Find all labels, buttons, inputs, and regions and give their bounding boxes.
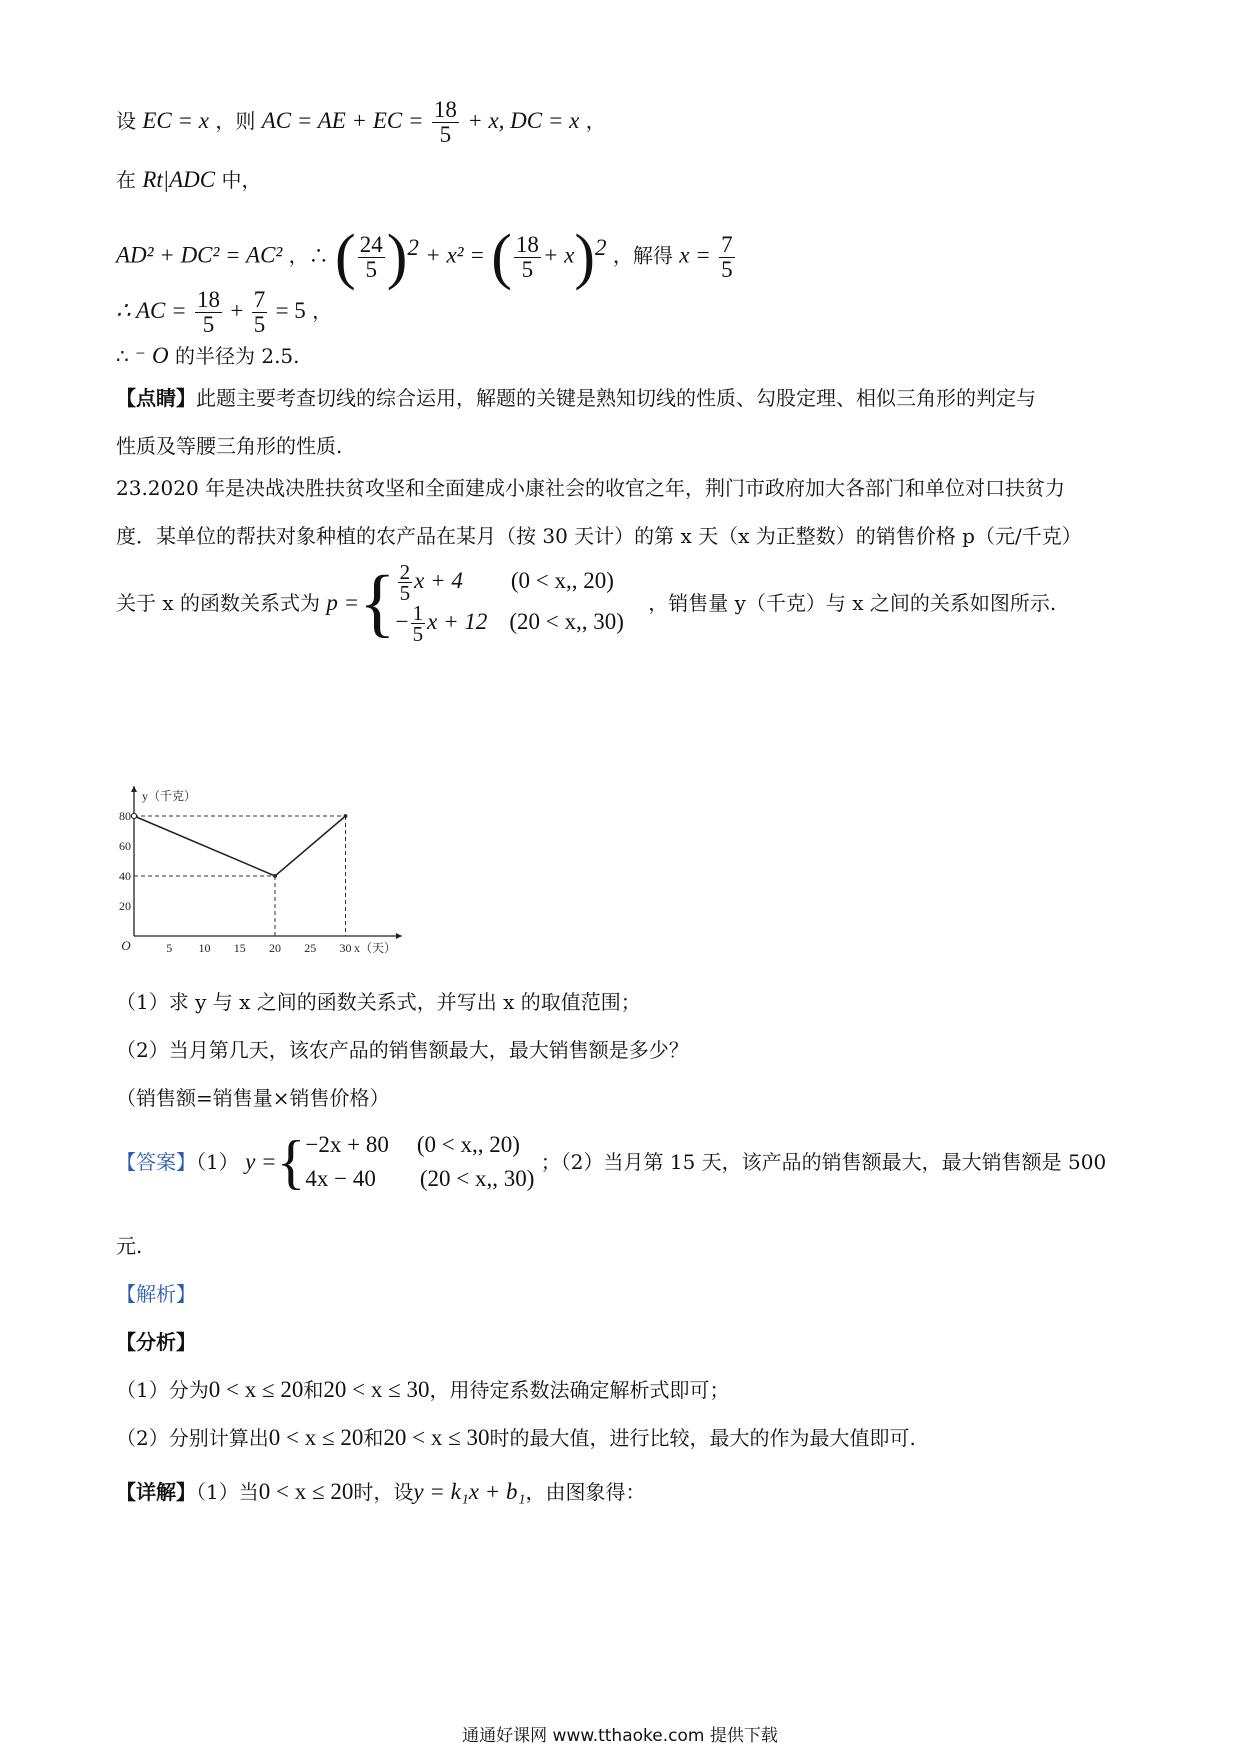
text-therefore: ，∴ (288, 243, 329, 268)
paren-close-1: ) (386, 223, 408, 291)
math-plus-x3: + x (542, 242, 575, 268)
text-function-intro: 关于 x 的函数关系式为 (116, 591, 320, 615)
text-radius-pre: ∴ ⁻ (116, 344, 152, 368)
line-radius (116, 342, 300, 370)
text-radius-post: 的半径为 2.5. (174, 344, 300, 368)
y-axis-label: y（千克） (142, 789, 197, 803)
origin-label: O (121, 938, 131, 953)
text-problem23-1: 23.2020 年是决战决胜扶贫攻坚和全面建成小康社会的收官之年，荆门市政府加大各部门和单位对口扶贫力 (116, 476, 1066, 500)
line-answer (116, 1128, 1106, 1208)
line-dianjing-1 (116, 384, 1036, 412)
paren-close-2: ) (574, 223, 596, 291)
piece-p-1: $\frac{2}{5}$ x + 4 (0 < x,, 20) (399, 560, 614, 605)
math-x-eq: x = (679, 242, 711, 268)
fraction-24-5: $\frac{24}{5}$ (359, 231, 383, 282)
data-point-1 (274, 875, 277, 878)
piece-y-2: 4x − 40 (20 < x,, 30) (305, 1166, 535, 1191)
paren-open-2: ( (491, 223, 512, 291)
piecewise-p (396, 562, 624, 644)
math-range-3: 0 < x ≤ 20 (268, 1425, 364, 1450)
line-note (116, 1084, 390, 1112)
text-solve: ，解得 (612, 243, 673, 268)
line-fenxi (116, 1328, 196, 1356)
math-ac-expr: AC = AE + EC = (261, 108, 424, 133)
label-jiexi: 【解析】 (116, 1282, 196, 1306)
math-y-eq: y = (245, 1149, 277, 1174)
text-a2-pre: （2）分别计算出 (116, 1426, 269, 1450)
x-tick-label-25: 25 (304, 941, 317, 955)
label-fenxi: 【分析】 (116, 1330, 196, 1354)
y-tick-label-60: 60 (119, 839, 131, 853)
text-a1-and: 和 (303, 1378, 324, 1402)
fraction-18-5: $\frac{18}{5}$ (433, 97, 457, 147)
text-in: 在 (116, 168, 136, 192)
line-problem23-piecewise (116, 562, 1056, 668)
text-d1-pre: （1）当 (196, 1480, 259, 1504)
text-set: 设 (116, 109, 136, 133)
page-footer: 通通好课网 www.tthaoke.com 提供下载 (462, 1726, 778, 1746)
piecewise-y (305, 1128, 534, 1196)
x-tick-label-20: 20 (269, 941, 281, 955)
text-d1-mid: 时，设 (353, 1480, 414, 1504)
text-function-post: ，销售量 y（千克）与 x 之间的关系如图所示. (648, 591, 1057, 615)
line-ac-result (116, 288, 332, 337)
brace-p: { (359, 561, 396, 645)
paren-open-1: ( (335, 223, 356, 291)
piece-y-1: −2x + 80 (0 < x,, 20) (305, 1132, 520, 1157)
sales-volume-line (134, 816, 346, 876)
text-comma: ， (585, 109, 606, 133)
data-point-2 (344, 815, 347, 818)
math-p-eq: p = (326, 590, 360, 615)
text-in-tail: 中， (221, 168, 262, 192)
line-q2 (116, 1036, 689, 1064)
brace-y: { (276, 1129, 306, 1195)
text-answer-part2: ；（2）当月第 15 天，该产品的销售额最大，最大销售额是 500 (540, 1150, 1107, 1174)
piece-p-2: − $\frac{1}{5}$ x + 12 (20 < x,, 30) (395, 601, 624, 646)
text-comma-2: ， (312, 299, 333, 323)
text-dianjing-2: 性质及等腰三角形的性质. (116, 434, 343, 458)
text-a2-post: 时的最大值，进行比较，最大的作为最大值即可. (489, 1426, 916, 1450)
y-axis-arrow (131, 786, 137, 792)
text-q1: （1）求 y 与 x 之间的函数关系式，并写出 x 的取值范围； (116, 990, 641, 1014)
text-q2: （2）当月第几天，该农产品的销售额最大，最大销售额是多少？ (116, 1038, 689, 1062)
y-tick-label-80: 80 (119, 809, 131, 823)
line-in-rt (116, 166, 261, 194)
x-axis-arrow (396, 933, 402, 939)
line-analysis-1 (116, 1376, 729, 1404)
math-plus-x-dc: + x, DC = x (467, 108, 580, 133)
fraction-7-5: $\frac{7}{5}$ (721, 231, 733, 282)
label-answer: 【答案】 (116, 1150, 196, 1174)
text-problem23-2: 度．某单位的帮扶对象种植的农产品在某月（按 30 天计）的第 x 天（x 为正整数）的销售价格 p（元/千克） (116, 524, 1082, 548)
text-note: （销售额=销售量×销售价格） (116, 1086, 390, 1110)
math-range-4: 20 < x ≤ 30 (383, 1425, 490, 1450)
math-range-2: 20 < x ≤ 30 (323, 1377, 430, 1402)
line-jiexi (116, 1280, 196, 1308)
y-tick-label-40: 40 (119, 869, 131, 883)
fraction-18-5c: $\frac{18}{5}$ (197, 287, 220, 337)
line-problem23-2 (116, 522, 1082, 550)
text-then: ，则 (215, 109, 256, 133)
line-detail-1 (116, 1478, 646, 1506)
math-rt-adc: Rt|ADC (142, 167, 216, 192)
text-a1-pre: （1）分为 (116, 1378, 209, 1402)
math-pyth-left: AD² + DC² = AC² (116, 242, 283, 268)
math-plus: + (230, 298, 244, 323)
text-answer-part1: （1） (196, 1150, 239, 1174)
sup-2b: 2 (595, 234, 607, 260)
text-a2-and: 和 (363, 1426, 384, 1450)
data-point-0 (131, 813, 136, 818)
line-set-ec (116, 98, 606, 147)
line-dianjing-2 (116, 432, 342, 460)
x-tick-label-15: 15 (233, 941, 246, 955)
x-tick-label-5: 5 (166, 941, 173, 955)
math-eq-5: = 5 (275, 298, 306, 323)
fraction-18-5b: $\frac{18}{5}$ (515, 231, 539, 282)
line-problem23-1 (116, 474, 1065, 502)
line-q1 (116, 988, 641, 1016)
y-tick-label-20: 20 (119, 899, 131, 913)
label-detail: 【详解】 (116, 1480, 196, 1504)
math-o: O (152, 343, 169, 368)
math-range-5: 0 < x ≤ 20 (258, 1479, 354, 1504)
math-range-1: 0 < x ≤ 20 (208, 1377, 304, 1402)
x-tick-label-30: 30 (339, 941, 352, 955)
sales-volume-chart (114, 786, 424, 962)
math-ac-sym: ∴ AC = (116, 298, 187, 323)
fraction-7-5b: $\frac{7}{5}$ (253, 287, 266, 337)
math-linear-eq: y = k₁x + b₁ (413, 1479, 526, 1504)
line-answer-tail (116, 1232, 142, 1260)
text-d1-post: ，由图象得： (525, 1480, 646, 1504)
text-dianjing-1: 此题主要考查切线的综合运用，解题的关键是熟知切线的性质、勾股定理、相似三角形的判定与 (196, 386, 1036, 410)
line-pythagoras (116, 223, 737, 291)
math-plus-x2: + x² = (425, 242, 485, 268)
label-dianjing: 【点睛】 (116, 386, 196, 410)
x-tick-label-10: 10 (198, 941, 211, 955)
sup-2a: 2 (407, 234, 419, 260)
line-analysis-2 (116, 1424, 916, 1452)
text-a1-post: ，用待定系数法确定解析式即可； (429, 1378, 730, 1402)
x-axis-label: x（天） (353, 941, 396, 955)
math-ec-x: EC = x (142, 108, 209, 133)
text-answer-tail: 元. (116, 1234, 143, 1258)
